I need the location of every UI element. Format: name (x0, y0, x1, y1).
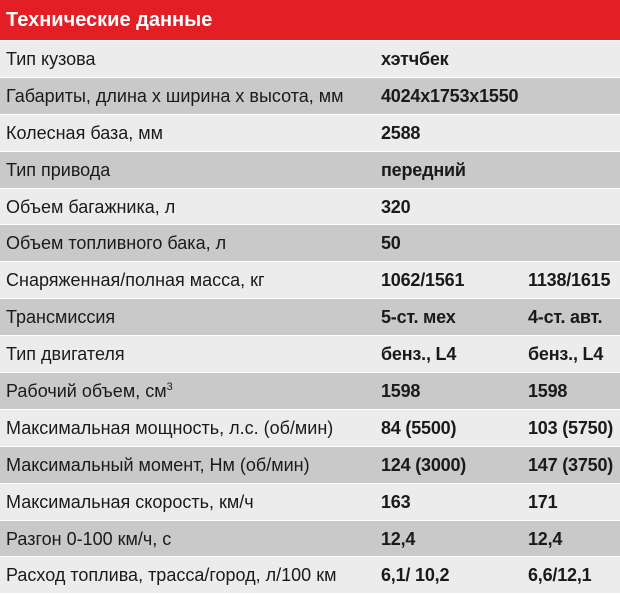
table-row (0, 483, 620, 520)
table-row (0, 224, 620, 261)
table-title: Технические данные (0, 0, 620, 40)
row-value-1: бенз., L4 (381, 344, 457, 365)
row-label-with-superscript (6, 373, 173, 409)
row-value-2: 147 (3750) (528, 454, 614, 475)
table-row (0, 261, 620, 298)
row-label: Габариты, длина х ширина х высота, мм (6, 85, 344, 106)
row-label: Максимальная скорость, км/ч (6, 491, 254, 512)
row-label: Тип кузова (6, 49, 96, 69)
table-row (0, 520, 620, 557)
table-row (0, 151, 620, 188)
row-label: Максимальный момент, Нм (об/мин) (6, 454, 310, 475)
row-value-2: 1138/1615 (528, 270, 611, 291)
table-row (0, 335, 620, 372)
row-value-2: 171 (528, 491, 558, 512)
row-value-2: 4-ст. авт. (528, 307, 603, 328)
table-row (0, 114, 620, 151)
row-value-1: 4024x1753x1550 (381, 85, 519, 106)
row-label: Расход топлива, трасса/город, л/100 км (6, 565, 337, 586)
row-value-1: 1062/1561 (381, 270, 465, 291)
row-label: Трансмиссия (6, 307, 116, 328)
row-label: Рабочий объем, см (6, 381, 167, 402)
row-value-1: 2588 (381, 122, 421, 143)
row-value-1: 50 (381, 233, 401, 254)
table-row (0, 556, 620, 593)
row-label: Максимальная мощность, л.с. (об/мин) (6, 417, 334, 438)
table-row (0, 446, 620, 483)
row-label: Тип привода (6, 159, 111, 180)
row-value-1: 124 (3000) (381, 454, 467, 475)
table-row (0, 409, 620, 446)
row-value-1: передний (381, 159, 466, 180)
row-label: Колесная база, мм (6, 122, 164, 143)
row-value-1: 163 (381, 491, 411, 512)
row-label: Снаряженная/полная масса, кг (6, 270, 265, 291)
row-value-2: 12,4 (528, 528, 563, 549)
table-row (0, 77, 620, 114)
row-label: Объем багажника, л (6, 196, 176, 217)
superscript: 3 (166, 381, 173, 394)
row-value-1: 84 (5500) (381, 417, 457, 438)
row-value-1: 6,1/ 10,2 (381, 565, 450, 586)
row-value-1: 5-ст. мех (381, 307, 456, 328)
row-label: Тип двигателя (6, 344, 125, 365)
row-value-2: бенз., L4 (528, 344, 604, 365)
row-value-2: 1598 (528, 381, 568, 402)
row-label: Объем топливного бака, л (6, 233, 227, 254)
table-row (0, 372, 620, 409)
row-label: Разгон 0-100 км/ч, с (6, 528, 172, 549)
table-row (0, 188, 620, 225)
table-row (0, 40, 620, 77)
row-value-1: хэтчбек (381, 49, 449, 69)
row-value-1: 320 (381, 196, 411, 217)
row-value-1: 1598 (381, 381, 421, 402)
row-value-1: 12,4 (381, 528, 416, 549)
row-value-2: 103 (5750) (528, 417, 614, 438)
table-row (0, 298, 620, 335)
row-value-2: 6,6/12,1 (528, 565, 592, 586)
